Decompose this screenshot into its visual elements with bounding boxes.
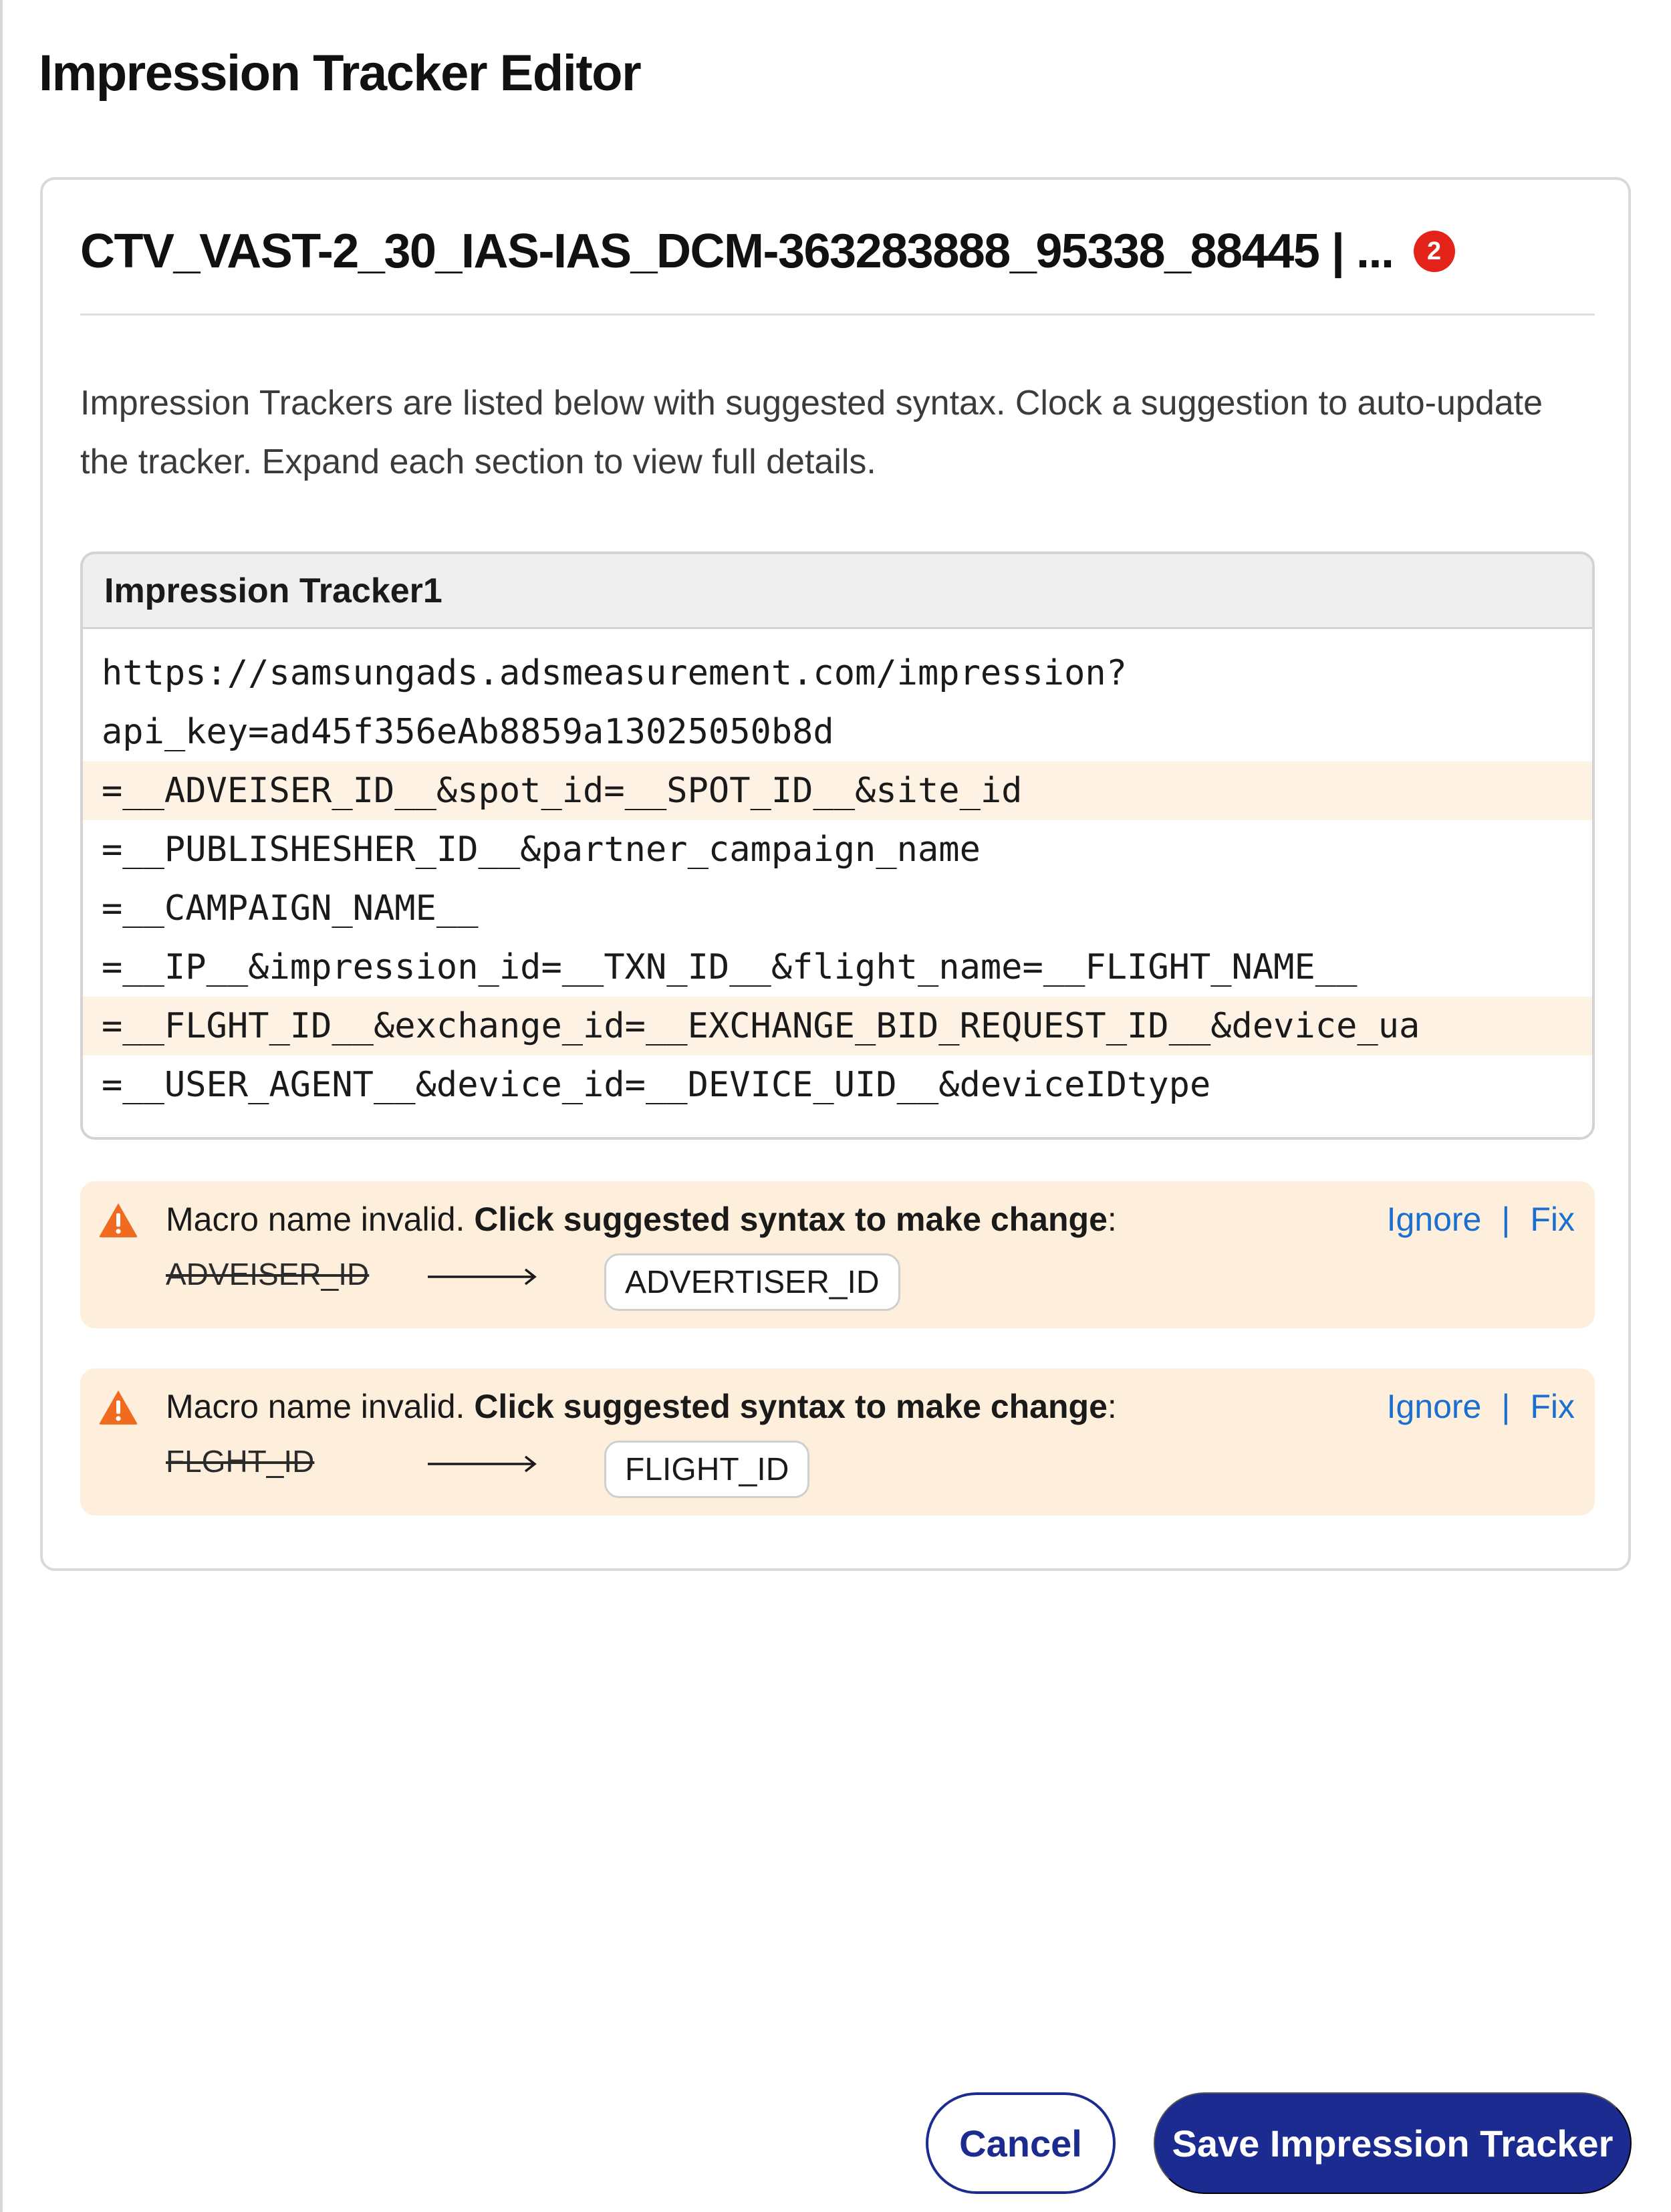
warning-triangle-icon xyxy=(98,1388,139,1426)
ignore-link[interactable]: Ignore xyxy=(1386,1388,1482,1425)
tracker-url xyxy=(83,629,1592,1114)
warning-message-end: : xyxy=(1107,1201,1117,1238)
warning-message-end: : xyxy=(1107,1388,1117,1425)
warning-banner xyxy=(80,1181,1595,1328)
warning-message-bold: Click suggested syntax to make change xyxy=(474,1201,1108,1238)
tracker-header[interactable]: Impression Tracker1 xyxy=(83,554,1592,629)
fix-link[interactable]: Fix xyxy=(1530,1201,1575,1238)
code-line: https://samsungads.adsmeasurement.com/impression? xyxy=(102,653,1128,693)
warning-actions xyxy=(1387,1200,1575,1239)
description-text: Impression Trackers are listed below with suggested syntax. Clock a suggestion to auto-update the tracker. Expand each section to view full details. xyxy=(80,384,1543,481)
arrow-right-icon xyxy=(428,1454,538,1474)
invalid-macro: ADVEISER_ID xyxy=(166,1257,370,1292)
code-line: =__USER_AGENT__&device_id=__DEVICE_UID__&deviceIDtype xyxy=(102,1065,1211,1105)
card-header xyxy=(80,224,1455,279)
warning-message xyxy=(166,1387,1117,1426)
fix-link[interactable]: Fix xyxy=(1530,1388,1575,1425)
warning-message-text: Macro name invalid. xyxy=(166,1201,475,1238)
code-line: =__CAMPAIGN_NAME__ xyxy=(102,888,479,929)
code-line: api_key=ad45f356eAb8859a13025050b8d xyxy=(102,712,834,752)
warning-message-bold: Click suggested syntax to make change xyxy=(474,1388,1108,1425)
window-edge xyxy=(0,0,3,2212)
warning-message xyxy=(166,1200,1117,1239)
suggested-macro-chip[interactable]: ADVERTISER_ID xyxy=(604,1253,900,1311)
tracker-box xyxy=(80,551,1595,1140)
tracker-card xyxy=(40,177,1631,1571)
separator: | xyxy=(1501,1388,1511,1425)
suggested-macro-chip[interactable]: FLIGHT_ID xyxy=(604,1441,809,1498)
warning-actions xyxy=(1387,1387,1575,1426)
ignore-link[interactable]: Ignore xyxy=(1386,1201,1482,1238)
card-title: CTV_VAST-2_30_IAS-IAS_DCM-363283888_95338_88445 | ... xyxy=(80,225,1394,278)
separator: | xyxy=(1501,1201,1511,1238)
warning-banner xyxy=(80,1368,1595,1515)
invalid-macro: FLGHT_ID xyxy=(166,1444,315,1479)
code-line: =__PUBLISHESHER_ID__&partner_campaign_name xyxy=(102,830,981,870)
page-title: Impression Tracker Editor xyxy=(39,45,641,102)
divider xyxy=(80,314,1595,316)
cancel-button[interactable]: Cancel xyxy=(926,2092,1116,2194)
code-line: =__IP__&impression_id=__TXN_ID__&flight_name=__FLIGHT_NAME__ xyxy=(102,947,1358,987)
arrow-right-icon xyxy=(428,1267,538,1287)
warning-triangle-icon xyxy=(98,1201,139,1239)
save-impression-tracker-button[interactable]: Save Impression Tracker xyxy=(1154,2092,1632,2194)
code-line-highlighted: =__FLGHT_ID__&exchange_id=__EXCHANGE_BID_REQUEST_ID__&device_ua xyxy=(83,997,1592,1056)
code-line-highlighted: =__ADVEISER_ID__&spot_id=__SPOT_ID__&site_id xyxy=(83,761,1592,820)
warning-message-text: Macro name invalid. xyxy=(166,1388,475,1425)
error-count-badge: 2 xyxy=(1414,231,1455,272)
